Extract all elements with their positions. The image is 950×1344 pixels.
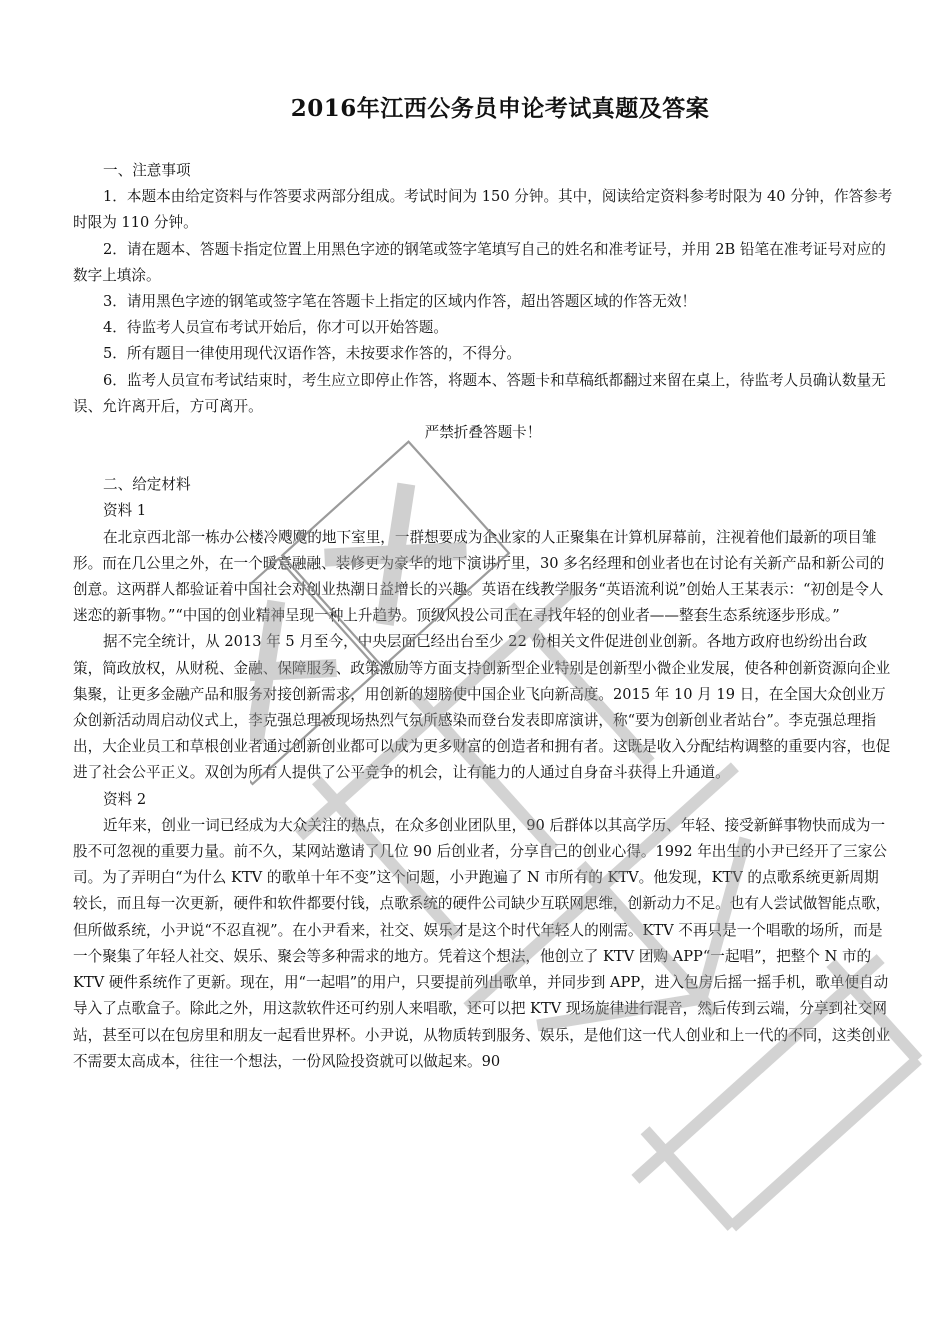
note-item: 6．监考人员宣布考试结束时，考生应立即停止作答，将题本、答题卡和草稿纸都翻过来留在桌上，待监考人员确认数量无误、允许离开后，方可离开。 — [73, 371, 886, 415]
warning-text: 严禁折叠答题卡！ — [424, 424, 542, 442]
note-item: 3．请用黑色字迹的钢笔或签字笔在答题卡上指定的区域内作答，超出答题区域的作答无效！ — [103, 293, 697, 311]
material-paragraph: 据不完全统计，从 2013 年 5 月至今，中央层面已经出台至少 22 份相关文件促进创业创新。各地方政府也纷纷出台政策，简政放权，从财税、金融、保障服务、政策激励等方面支持创新型企业特别是创新型小微企业发展，使各种创新资源向企业集聚，让更多金融产品和服务对接创新需求，用创新的翅膀使中国企业飞向新高度。2015 年 10 月 19 日，在全国大众创业万众创新活动周启动仪式上，李克强总理被现场热烈气氛所感染而登台发表即席演讲，称“要为创新创业者站台”。李克强总理指出，大企业员工和草根创业者通过创新创业都可以成为更多财富的创造者和拥有者。这既是收入分配结构调整的重要内容，也促进了社会公平正义。双创为所有人提供了公平竞争的机会，让有能力的人通过自身奋斗获得上升通道。 — [73, 633, 891, 782]
note-item: 4．待监考人员宣布考试开始后，你才可以开始答题。 — [103, 319, 448, 337]
material-paragraph: 近年来，创业一词已经成为大众关注的热点，在众多创业团队里，90 后群体以其高学历、年轻、接受新鲜事物快而成为一股不可忽视的重要力量。前不久，某网站邀请了几位 90 后创业者，分享自己的创业心得。1992 年出生的小尹已经开了三家公司。为了弄明白“为什么 KTV 的歌单十年不变”这个问题，小尹跑遍了 N 市所有的 KTV。他发现，KTV 的点歌系统更新周期较长，而且每一次更新，硬件和软件都要付钱，点歌系统的硬件公司缺少互联网思维，创新动力不足。也有人尝试做智能点歌，但所做系统，小尹说“不忍直视”。在小尹看来，社交、娱乐才是这个时代年轻人的刚需。KTV 不再只是一个唱歌的场所，而是一个聚集了年轻人社交、娱乐、聚会等多种需求的地方。凭着这个想法，他创立了 KTV 团购 APP“一起唱”，把整个 N 市的 KTV 硬件系统作了更新。现在，用“一起唱”的用户，只要提前列出歌单，并同步到 APP，进入包房后摇一摇手机，歌单便自动导入了点歌盒子。除此之外，用这款软件还可约别人来唱歌，还可以把 KTV 现场旋律进行混音，然后传到云端，分享到社交网站，甚至可以在包房里和朋友一起看世界杯。小尹说，从物质转到服务、娱乐，是他们这一代人创业和上一代的不同，这类创业不需要太高成本，往往一个想法，一份风险投资就可以做起来。90 — [73, 816, 891, 1070]
material-label: 资料 1 — [103, 502, 147, 520]
material-label: 资料 2 — [103, 790, 147, 808]
materials-heading: 二、给定材料 — [103, 476, 191, 494]
note-item: 5．所有题目一律使用现代汉语作答，未按要求作答的，不得分。 — [103, 345, 521, 363]
document-title: 2016年江西公务员申论考试真题及答案 — [290, 95, 710, 122]
notes-heading: 一、注意事项 — [103, 162, 191, 179]
note-item: 1．本题本由给定资料与作答要求两部分组成。考试时间为 150 分钟。其中，阅读给定资料参考时限为 40 分钟，作答参考时限为 110 分钟。 — [73, 188, 893, 232]
document-body — [73, 158, 893, 1075]
note-item: 2．请在题本、答题卡指定位置上用黑色字迹的钢笔或签字笔填写自己的姓名和准考证号，并用 2B 铅笔在准考证号对应的数字上填涂。 — [73, 240, 886, 284]
material-paragraph: 在北京西北部一栋办公楼冷飕飕的地下室里，一群想要成为企业家的人正聚集在计算机屏幕前，注视着他们最新的项目雏形。而在几公里之外，在一个暖意融融、装修更为豪华的地下演讲厅里，30 多名经理和创业者也在讨论有关新产品和新公司的创意。这两群人都验证着中国社会对创业热潮日益增长的兴趣。英语在线教学服务“英语流利说”创始人王某表示：“初创是令人迷恋的新事物。”“中国的创业精神呈现一种上升趋势。顶级风投公司正在寻找年轻的创业者——整套生态系统逐步形成。” — [73, 528, 885, 625]
